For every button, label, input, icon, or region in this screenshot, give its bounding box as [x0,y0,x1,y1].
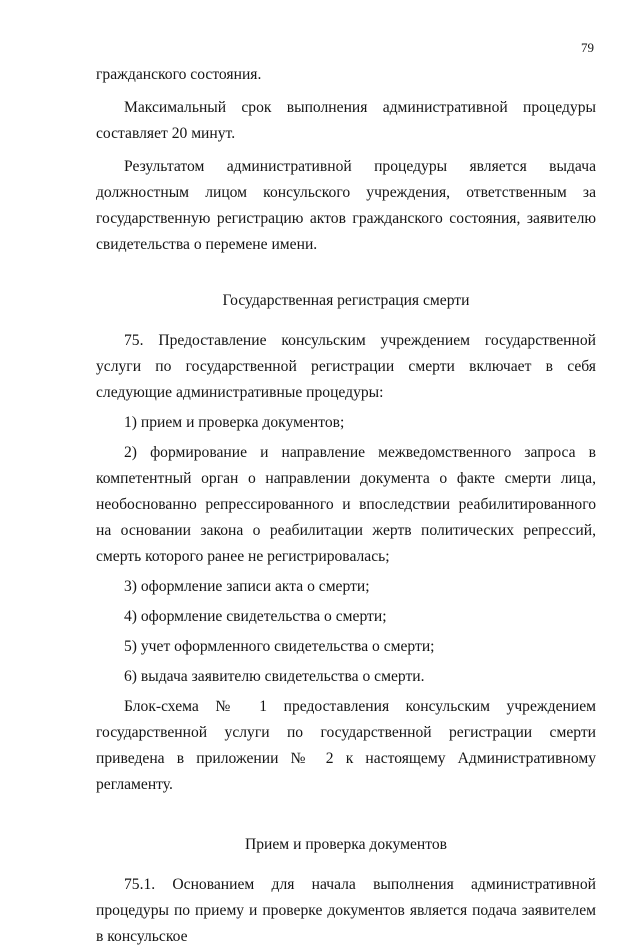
list-item: 6) выдача заявителю свидетельства о смерти. [124,668,425,685]
list-item: 3) оформление записи акта о смерти; [124,578,370,595]
document-body [96,62,596,950]
list-item: 4) оформление свидетельства о смерти; [124,608,387,625]
paragraph-flowchart-reference: Блок-схема № 1 предоставления консульским учреждением государственной услуги по государственной регистрации смерти приведена в приложении № 2 к настоящему Административному регламенту. [96,698,596,793]
paragraph-max-duration: Максимальный срок выполнения административной процедуры составляет 20 минут. [96,99,596,142]
section-heading-death-registration: Государственная регистрация смерти [222,292,470,309]
list-item: 1) прием и проверка документов; [124,414,345,431]
paragraph-result: Результатом административной процедуры является выдача должностным лицом консульского учреждения, ответственным за государственную регистрацию актов гражданского состояния, заявителю свидетельства о перемене имени. [96,158,596,253]
paragraph-continuation: гражданского состояния. [96,66,262,83]
section-heading-document-intake: Прием и проверка документов [244,836,447,853]
list-item: 5) учет оформленного свидетельства о смерти; [124,638,435,655]
page-number: 79 [581,40,594,55]
paragraph-75-intro: 75. Предоставление консульским учреждением государственной услуги по государственной регистрации смерти включает в себя следующие административные процедуры: [96,332,596,401]
paragraph-75-1: 75.1. Основанием для начала выполнения административной процедуры по приему и проверке документов является подача заявителем в консульское [96,876,596,945]
list-item: 2) формирование и направление межведомственного запроса в компетентный орган о направлении документа о факте смерти лица, необоснованно репрессированного и впоследствии реабилитированного на основании закона о реабилитации жертв политических репрессий, смерть которого ранее не регистрировалась; [96,444,596,565]
